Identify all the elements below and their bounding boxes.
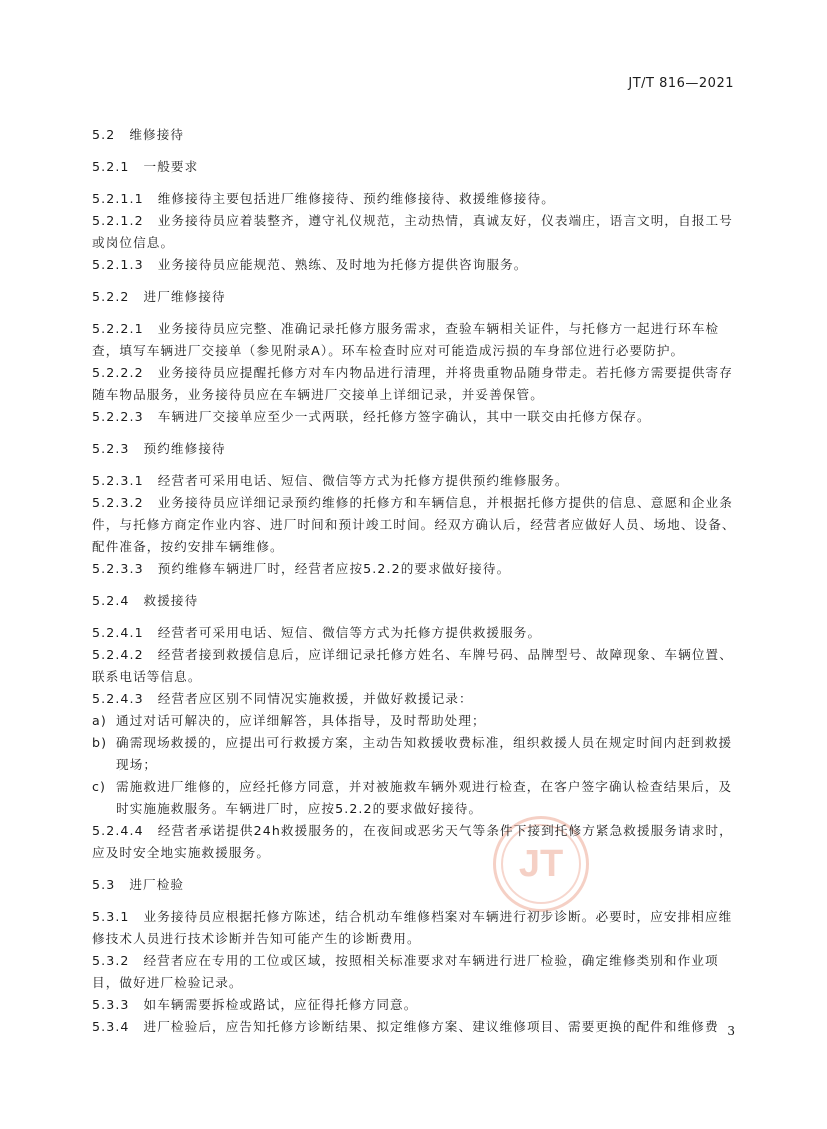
page-number: 3 <box>727 1024 735 1038</box>
clause-paragraph <box>92 254 744 276</box>
clause-text: 经营者应区别不同情况实施救援，并做好救援记录： <box>157 691 473 706</box>
list-item <box>92 776 744 820</box>
clause-paragraph <box>92 994 744 1016</box>
clause-text: 经营者承诺提供24h救援服务的，在夜间或恶劣天气等条件下接到托修方紧急救援服务请求时，应及时安全地实施救援服务。 <box>92 823 733 860</box>
clause-paragraph <box>92 558 744 580</box>
clause-paragraph <box>92 406 744 428</box>
heading-text: 进厂检验 <box>129 877 185 892</box>
clause-text: 经营者可采用电话、短信、微信等方式为托修方提供救援服务。 <box>157 625 542 640</box>
standard-number: JT/T 816—2021 <box>628 76 734 91</box>
heading-text: 维修接待 <box>129 127 185 142</box>
clause-paragraph <box>92 1016 744 1038</box>
list-marker: c) <box>92 779 107 794</box>
clause-text: 业务接待员应着装整齐，遵守礼仪规范，主动热情，真诚友好，仪表端庄，语言文明，自报工号或岗位信息。 <box>92 213 733 250</box>
clause-number: 5.2.2 <box>92 289 130 304</box>
clause-number: 5.3.4 <box>92 1019 130 1034</box>
clause-number: 5.2.2.1 <box>92 321 144 336</box>
clause-number: 5.2.2.2 <box>92 365 144 380</box>
clause-paragraph <box>92 318 744 362</box>
section-heading <box>92 438 744 460</box>
clause-number: 5.2.3.3 <box>92 561 144 576</box>
clause-number: 5.3 <box>92 877 116 892</box>
clause-paragraph <box>92 950 744 994</box>
clause-paragraph <box>92 470 744 492</box>
clause-number: 5.2.1 <box>92 159 130 174</box>
clause-number: 5.2.3 <box>92 441 130 456</box>
section-heading <box>92 874 744 896</box>
clause-number: 5.3.1 <box>92 909 130 924</box>
clause-number: 5.2.1.3 <box>92 257 144 272</box>
clause-paragraph <box>92 492 744 558</box>
list-marker: a) <box>92 713 107 728</box>
clause-number: 5.2.4 <box>92 593 130 608</box>
clause-number: 5.2.2.3 <box>92 409 144 424</box>
clause-number: 5.2.1.2 <box>92 213 144 228</box>
clause-number: 5.2.1.1 <box>92 191 144 206</box>
clause-paragraph <box>92 362 744 406</box>
heading-text: 进厂维修接待 <box>143 289 226 304</box>
seal-text: JT <box>518 842 564 885</box>
clause-text: 业务接待员应完整、准确记录托修方服务需求，查验车辆相关证件，与托修方一起进行环车检查，填写车辆进厂交接单（参见附录A）。环车检查时应对可能造成污损的车身部位进行必要防护。 <box>92 321 720 358</box>
clause-text: 经营者接到救援信息后，应详细记录托修方姓名、车牌号码、品牌型号、故障现象、车辆位置、联系电话等信息。 <box>92 647 733 684</box>
clause-number: 5.2 <box>92 127 116 142</box>
clause-number: 5.2.4.1 <box>92 625 144 640</box>
clause-paragraph <box>92 210 744 254</box>
clause-number: 5.2.3.1 <box>92 473 144 488</box>
clause-number: 5.3.2 <box>92 953 130 968</box>
clause-text: 业务接待员应详细记录预约维修的托修方和车辆信息，并根据托修方提供的信息、意愿和企业条件，与托修方商定作业内容、进厂时间和预计竣工时间。经双方确认后，经营者应做好人员、场地、设备、配件准备，按约安排车辆维修。 <box>92 495 736 554</box>
clause-paragraph <box>92 188 744 210</box>
clause-text: 业务接待员应提醒托修方对车内物品进行清理，并将贵重物品随身带走。若托修方需要提供寄存随车物品服务，业务接待员应在车辆进厂交接单上详细记录，并妥善保管。 <box>92 365 733 402</box>
list-item <box>92 710 744 732</box>
document-body <box>92 124 744 1038</box>
clause-paragraph <box>92 820 744 864</box>
list-item-text: 确需现场救援的，应提出可行救援方案，主动告知救援收费标准，组织救援人员在规定时间内赶到救援现场； <box>116 735 733 772</box>
heading-text: 预约维修接待 <box>143 441 226 456</box>
list-item <box>92 732 744 776</box>
section-heading <box>92 156 744 178</box>
clause-text: 如车辆需要拆检或路试，应征得托修方同意。 <box>143 997 418 1012</box>
clause-number: 5.2.4.2 <box>92 647 144 662</box>
clause-text: 预约维修车辆进厂时，经营者应按5.2.2的要求做好接待。 <box>157 561 511 576</box>
clause-text: 业务接待员应根据托修方陈述，结合机动车维修档案对车辆进行初步诊断。必要时，应安排相应维修技术人员进行技术诊断并告知可能产生的诊断费用。 <box>92 909 733 946</box>
clause-text: 经营者可采用电话、短信、微信等方式为托修方提供预约维修服务。 <box>157 473 569 488</box>
clause-text: 车辆进厂交接单应至少一式两联，经托修方签字确认，其中一联交由托修方保存。 <box>157 409 651 424</box>
heading-text: 一般要求 <box>143 159 199 174</box>
clause-number: 5.2.3.2 <box>92 495 144 510</box>
clause-text: 进厂检验后，应告知托修方诊断结果、拟定维修方案、建议维修项目、需要更换的配件和维修费 <box>143 1019 719 1034</box>
heading-text: 救援接待 <box>143 593 199 608</box>
list-marker: b) <box>92 735 108 750</box>
clause-text: 经营者应在专用的工位或区域，按照相关标准要求对车辆进行进厂检验，确定维修类别和作业项目，做好进厂检验记录。 <box>92 953 719 990</box>
clause-number: 5.2.4.4 <box>92 823 144 838</box>
clause-text: 业务接待员应能规范、熟练、及时地为托修方提供咨询服务。 <box>157 257 528 272</box>
clause-number: 5.2.4.3 <box>92 691 144 706</box>
clause-text: 维修接待主要包括进厂维修接待、预约维修接待、救援维修接待。 <box>157 191 555 206</box>
list-item-text: 需施救进厂维修的，应经托修方同意，并对被施救车辆外观进行检查，在客户签字确认检查结果后，及时实施施救服务。车辆进厂时，应按5.2.2的要求做好接待。 <box>116 779 733 816</box>
section-heading <box>92 124 744 146</box>
section-heading <box>92 590 744 612</box>
clause-paragraph <box>92 906 744 950</box>
list-item-text: 通过对话可解决的，应详细解答，具体指导，及时帮助处理； <box>116 713 486 728</box>
clause-number: 5.3.3 <box>92 997 130 1012</box>
clause-paragraph <box>92 622 744 644</box>
clause-paragraph <box>92 644 744 688</box>
clause-paragraph <box>92 688 744 710</box>
section-heading <box>92 286 744 308</box>
